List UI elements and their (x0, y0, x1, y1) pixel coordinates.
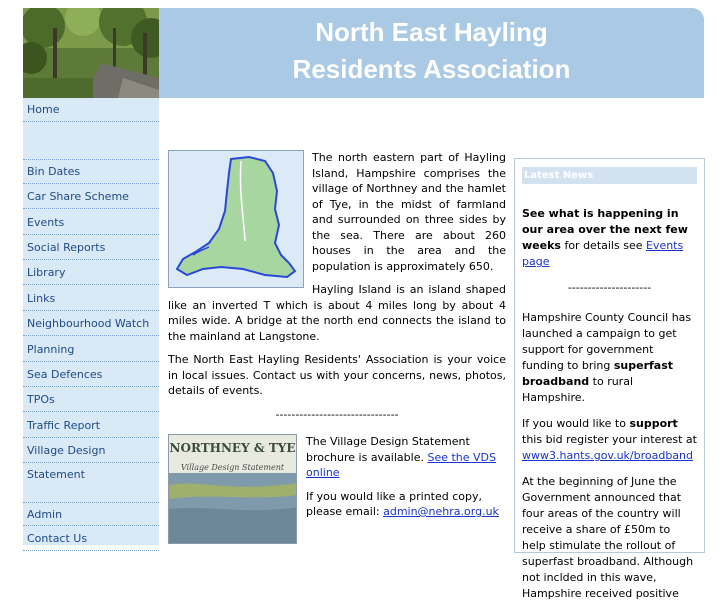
vds-description: The Village Design Statement brochure is available. (306, 435, 470, 464)
vds-cover-title: NORTHNEY & TYE (169, 441, 296, 455)
header-photo (23, 8, 159, 98)
nav-social-reports[interactable]: Social Reports (23, 236, 159, 260)
site-title-line-2: Residents Association (292, 54, 571, 84)
nav-village-design-statement[interactable]: Village Design Statement (23, 439, 159, 463)
news-support-text-b: this bid register your interest at (522, 433, 697, 446)
main-content (168, 150, 506, 544)
admin-email-link[interactable]: admin@nehra.org.uk (383, 505, 499, 518)
vds-section (306, 434, 506, 520)
nav-traffic-report[interactable]: Traffic Report (23, 414, 159, 438)
hayling-island-map (168, 150, 304, 288)
news-events-paragraph (522, 206, 697, 270)
association-paragraph: The North East Hayling Residents' Association is your voice in local issues. Contact us with your concerns, news, photos, details of events. (168, 353, 506, 397)
nav-neighbourhood-watch[interactable]: Neighbourhood Watch (23, 312, 159, 336)
news-events-text: for details see (560, 239, 646, 252)
news-broadband-paragraph (522, 310, 697, 406)
island-paragraph: Hayling Island is an island shaped like an inverted T which is about 4 miles long by about 4 miles wide. A bridge at the north end connects the island to the mainland at Langstone. (168, 283, 506, 343)
header-banner (159, 8, 704, 98)
vds-cover-subtitle: Village Design Statement (180, 463, 285, 472)
vds-brochure-cover (168, 434, 297, 544)
nav-events[interactable]: Events (23, 211, 159, 235)
nav-library[interactable]: Library (23, 261, 159, 285)
nav-tpos[interactable]: TPOs (23, 388, 159, 412)
news-broadband-bold: superfast broadband (522, 359, 674, 388)
nav-bin-dates[interactable]: Bin Dates (23, 160, 159, 184)
latest-news-heading: Latest News (522, 167, 697, 184)
intro-paragraph: The north eastern part of Hayling Island, Hampshire comprises the village of Northney and the hamlet of Tye, in the midst of farmland and surrounded on three sides by the sea. There are about 260 houses in the area and the population is approximately 650. (312, 151, 506, 273)
news-divider: --------------------- (567, 281, 652, 294)
news-government-paragraph: At the beginning of June the Government announced that four areas of the country will receive a share of £50m to help stimulate the rollout of superfast broadband. Although not inclded in this wave, Hampshire received positive (522, 475, 694, 600)
nav-planning[interactable]: Planning (23, 338, 159, 362)
news-broadband-text-a: Hampshire County Council has launched a campaign to get support for government funding to bring (522, 311, 692, 372)
vds-online-link[interactable]: See the VDS online (306, 450, 497, 479)
broadband-link[interactable]: www3.hants.gov.uk/broadband (522, 449, 694, 462)
latest-news-panel (514, 158, 705, 600)
island-map-graphic (169, 151, 303, 287)
nav-car-share-scheme[interactable]: Car Share Scheme (23, 185, 159, 209)
events-page-link[interactable]: Events page (522, 239, 684, 268)
nav-sea-defences[interactable]: Sea Defences (23, 363, 159, 387)
news-support-bold: support (629, 417, 678, 430)
nav-links[interactable]: Links (23, 287, 159, 311)
nav-spacer (23, 123, 159, 160)
nav-home[interactable]: Home (23, 98, 159, 122)
nav-contact-us[interactable]: Contact Us (23, 527, 159, 551)
news-support-paragraph (522, 416, 697, 464)
news-broadband-text-b: to rural Hampshire. (522, 375, 634, 404)
vds-copy-text: If you would like a printed copy, please email: (306, 489, 483, 518)
site-title-line-1: North East Hayling (315, 17, 548, 47)
tree-road-image (23, 8, 159, 98)
content-divider: ------------------------------- (275, 407, 399, 421)
sidebar-nav (23, 98, 159, 545)
news-events-bold: See what is happening in our area over the next few weeks (522, 207, 688, 252)
nav-admin[interactable]: Admin (23, 502, 159, 526)
news-support-text-a: If you would like to (522, 417, 630, 430)
